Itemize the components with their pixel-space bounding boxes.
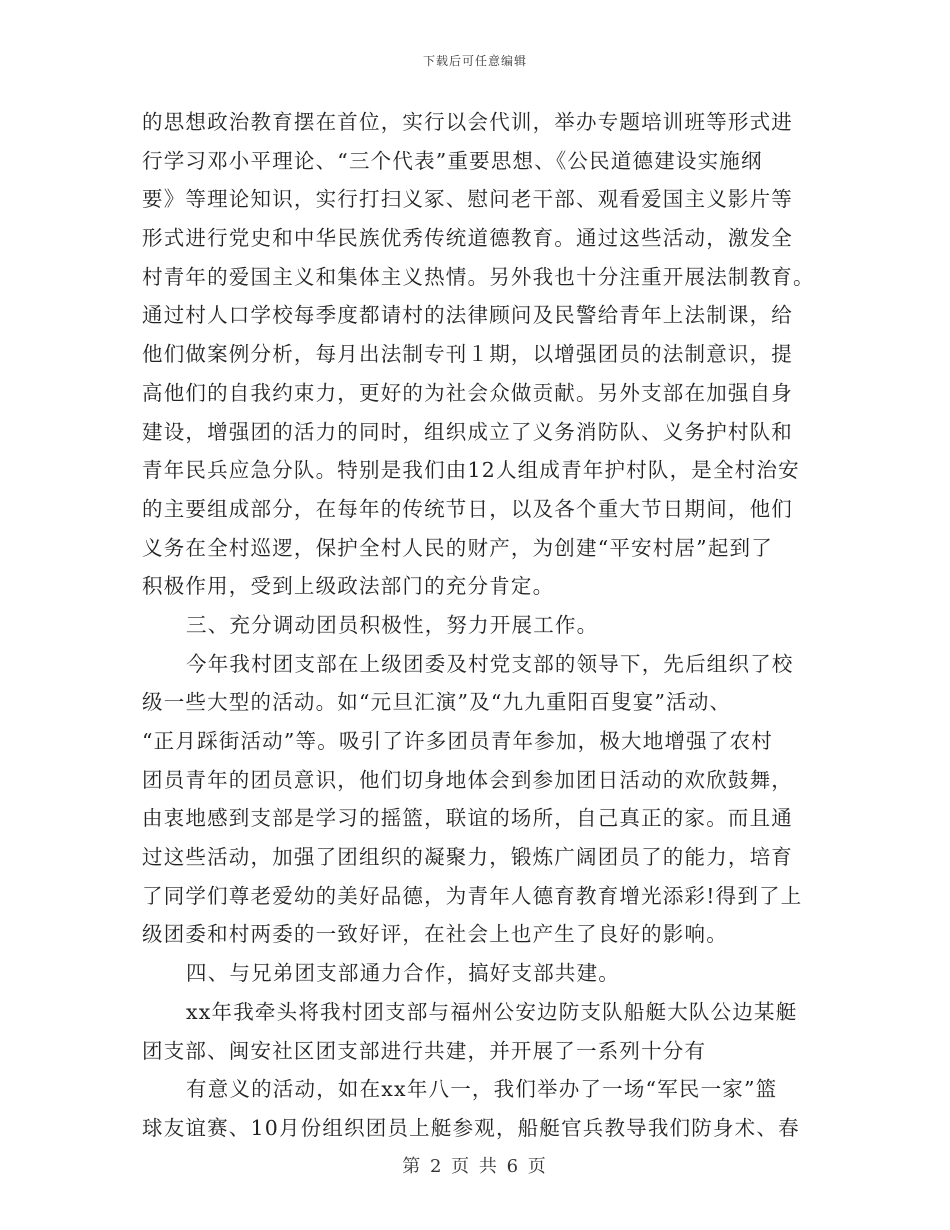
text-line: 通过村人口学校每季度都请村的法律顾问及民警给青年上法制课，给 — [142, 303, 793, 328]
text-line: 形式进行党史和中华民族优秀传统道德教育。通过这些活动，激发全 — [142, 226, 793, 251]
footer-page-number: 2 — [429, 1156, 444, 1177]
text-line: 今年我村团支部在上级团委及村党支部的领导下，先后组织了校 — [186, 651, 794, 676]
text-line: 的思想政治教育摆在首位，实行以会代训，举办专题培训班等形式进 — [142, 110, 793, 134]
text-line: 有意义的活动，如在xx年八一，我们举办了一场“军民一家”篮 — [186, 1077, 778, 1102]
text-line: 青年民兵应急分队。特别是我们由12人组成青年护村队，是全村治安 — [142, 458, 800, 483]
footer-ye: 页 — [527, 1156, 548, 1177]
text-line: 由衷地感到支部是学习的摇篮，联谊的场所，自己真正的家。而且通 — [142, 806, 793, 831]
text-line: 的主要组成部分，在每年的传统节日，以及各个重大节日期间，他们 — [142, 496, 793, 521]
footer-di: 第 — [402, 1156, 423, 1177]
text-line: 行学习邓小平理论、“三个代表”重要思想、《公民道德建设实施纲 — [142, 148, 763, 173]
text-line: 团员青年的团员意识，他们切身地体会到参加团日活动的欢欣鼓舞， — [142, 767, 793, 792]
text-line: “正月踩街活动”等。吸引了许多团员青年参加，极大地增强了农村 — [142, 729, 773, 753]
footer-ye: 页 — [451, 1156, 472, 1177]
text-line: xx年我牵头将我村团支部与福州公安边防支队船艇大队公边某艇 — [186, 999, 798, 1024]
footer-gong: 共 — [478, 1156, 499, 1177]
text-line: 级团委和村两委的一致好评，在社会上也产生了良好的影响。 — [142, 922, 728, 947]
text-line: 村青年的爱国主义和集体主义热情。另外我也十分注重开展法制教育。 — [142, 264, 815, 289]
text-line: 了同学们尊老爱幼的美好品德，为青年人德育教育增光添彩!得到了上 — [142, 883, 803, 908]
text-line: 高他们的自我约束力，更好的为社会众做贡献。另外支部在加强自身 — [142, 380, 793, 405]
footer-total-pages: 6 — [506, 1156, 521, 1177]
page-footer — [0, 1152, 950, 1178]
text-line: 级一些大型的活动。如“元旦汇演”及“九九重阳百叟宴”活动、 — [142, 690, 732, 715]
text-line: 他们做案例分析，每月出法制专刊１期，以增强团员的法制意识，提 — [142, 342, 793, 367]
page-header: 下载后可任意编辑 — [422, 54, 527, 68]
section-heading-3: 三、充分调动团员积极性，努力开展工作。 — [186, 612, 599, 637]
text-line: 过这些活动，加强了团组织的凝聚力，锻炼广阔团员了的能力，培育 — [142, 845, 793, 870]
document-body — [142, 103, 815, 1148]
section-heading-4: 四、与兄弟团支部通力合作，搞好支部共建。 — [186, 961, 620, 986]
text-line: 义务在全村巡逻，保护全村人民的财产，为创建“平安村居”起到了 — [142, 535, 773, 560]
text-line: 要》等理论知识，实行打扫义冢、慰问老干部、观看爱国主义影片等 — [142, 187, 793, 212]
text-line: 球友谊赛、10月份组织团员上艇参观，船艇官兵教导我们防身术、春 — [142, 1115, 800, 1140]
text-line: 建设，增强团的活力的同时，组织成立了义务消防队、义务护村队和 — [142, 419, 793, 444]
text-line: 积极作用，受到上级政法部门的充分肯定。 — [142, 574, 555, 599]
text-line: 团支部、闽安社区团支部进行共建，并开展了一系列十分有 — [142, 1038, 707, 1063]
